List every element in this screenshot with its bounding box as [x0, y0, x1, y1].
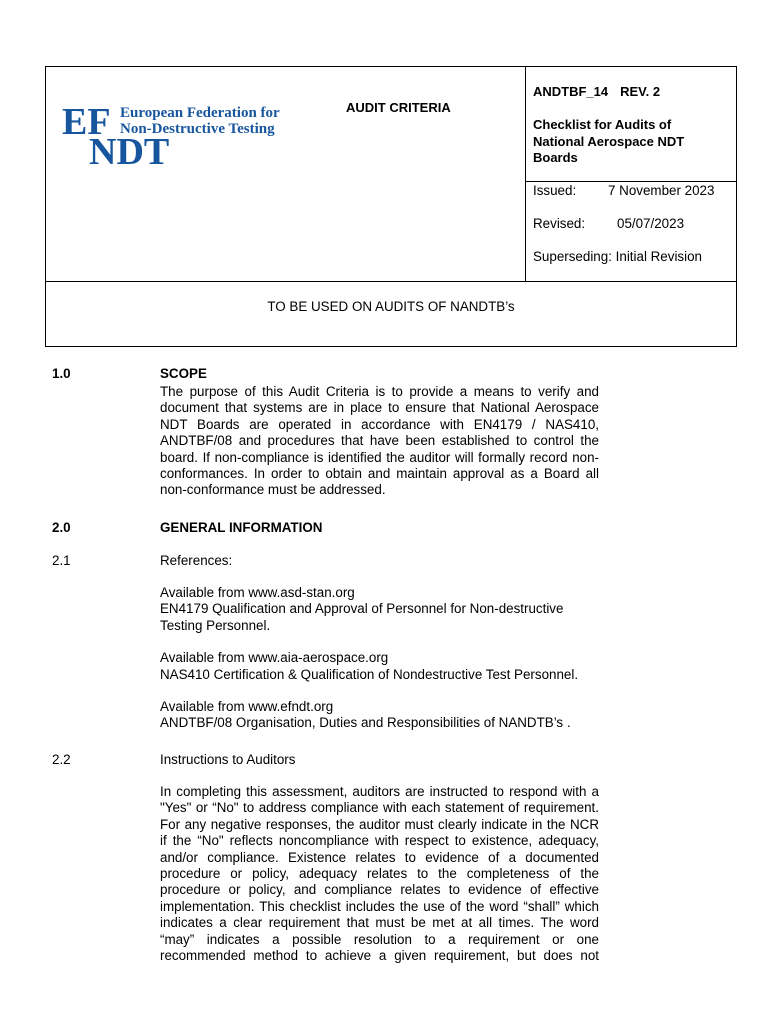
efndt-logo — [62, 103, 292, 173]
checklist-title: Checklist for Audits of National Aerospace NDT Boards — [533, 117, 685, 165]
revised-value: 05/07/2023 — [617, 216, 685, 231]
paragraph-line: if the “No" reflects noncompliance with respect to existence, adequacy, — [160, 833, 599, 849]
logo-text-line1: European Federation for — [120, 105, 280, 121]
reference-line: NAS410 Certification & Qualification of Nondestructive Test Personnel. — [160, 667, 579, 682]
paragraph-line: NDT Boards are operated in accordance with EN4179 / NAS410, — [160, 416, 599, 432]
revised-label: Revised: — [533, 216, 586, 231]
references-label: References: — [160, 553, 233, 568]
superseding-label: Superseding: — [533, 249, 612, 264]
usage-banner: TO BE USED ON AUDITS OF NANDTB’s — [267, 299, 515, 314]
paragraph-line: "Yes" or “No" to address compliance with each statement of requirement. — [160, 800, 599, 816]
instructions-paragraph — [160, 784, 599, 964]
paragraph-line: For any negative responses, the auditor must clearly indicate in the NCR — [160, 816, 599, 832]
paragraph-line: indicates a clear requirement that must be met at all times. The word — [160, 915, 599, 931]
doc-id-code: ANDTBF_14 — [533, 84, 609, 99]
doc-id — [533, 84, 660, 99]
issued-value: 7 November 2023 — [608, 183, 715, 198]
header-divider-vertical — [525, 67, 526, 281]
section-number: 1.0 — [52, 366, 71, 381]
reference-source: Available from www.aia-aerospace.org — [160, 650, 389, 665]
paragraph-line: The purpose of this Audit Criteria is to provide a means to verify and — [160, 384, 599, 399]
subsection-number: 2.1 — [52, 553, 71, 568]
scope-paragraph — [160, 384, 599, 499]
reference-line: ANDTBF/08 Organisation, Duties and Responsibilities of NANDTB’s . — [160, 715, 571, 730]
header-divider-horizontal — [46, 281, 736, 282]
section-number: 2.0 — [52, 520, 71, 535]
paragraph-line: procedure or policy, adequacy relates to the completeness of the — [160, 866, 599, 882]
paragraph-line: implementation. This checklist includes the use of the word “shall” which — [160, 898, 599, 914]
logo-text-line2: Non-Destructive Testing — [120, 121, 275, 137]
logo-mark-ef: EF — [62, 101, 111, 143]
logo-mark-ndt: NDT — [89, 131, 170, 173]
superseding-value: Initial Revision — [615, 249, 702, 264]
doc-revision: REV. 2 — [620, 84, 661, 99]
paragraph-line: document that systems are in place to ensure that National Aerospace — [160, 400, 599, 416]
paragraph-line: procedure or policy, and compliance relates to evidence of effective — [160, 882, 599, 898]
header-table — [45, 66, 737, 347]
paragraph-line: conformances. In order to obtain and maintain approval as a Board all — [160, 466, 599, 482]
paragraph-line: non-conformance must be addressed. — [160, 482, 386, 498]
reference-line: EN4179 Qualification and Approval of Personnel for Non-destructive — [160, 601, 564, 616]
audit-criteria-title: AUDIT CRITERIA — [346, 100, 451, 115]
section-title: GENERAL INFORMATION — [160, 520, 323, 535]
paragraph-line: “may” indicates a possible resolution to a requirement or one — [160, 931, 599, 947]
subsection-number: 2.2 — [52, 752, 71, 767]
reference-line: Testing Personnel. — [160, 618, 271, 633]
paragraph-line: board. If non-compliance is identified the auditor will formally record non- — [160, 449, 599, 465]
instructions-label: Instructions to Auditors — [160, 752, 296, 767]
issued-label: Issued: — [533, 183, 577, 198]
paragraph-line: ANDTBF/08 and procedures that have been established to control the — [160, 433, 599, 449]
paragraph-line: and/or compliance. Existence relates to evidence of a documented — [160, 849, 599, 865]
revised-row — [533, 216, 684, 231]
superseding-row — [533, 249, 702, 264]
reference-source: Available from www.efndt.org — [160, 699, 334, 714]
header-divider-right — [525, 181, 736, 182]
issued-row — [533, 183, 714, 198]
paragraph-line: In completing this assessment, auditors are instructed to respond with a — [160, 784, 599, 799]
section-title: SCOPE — [160, 366, 207, 381]
paragraph-line: recommended method to achieve a given requirement, but does not — [160, 948, 599, 964]
reference-source: Available from www.asd-stan.org — [160, 585, 355, 600]
